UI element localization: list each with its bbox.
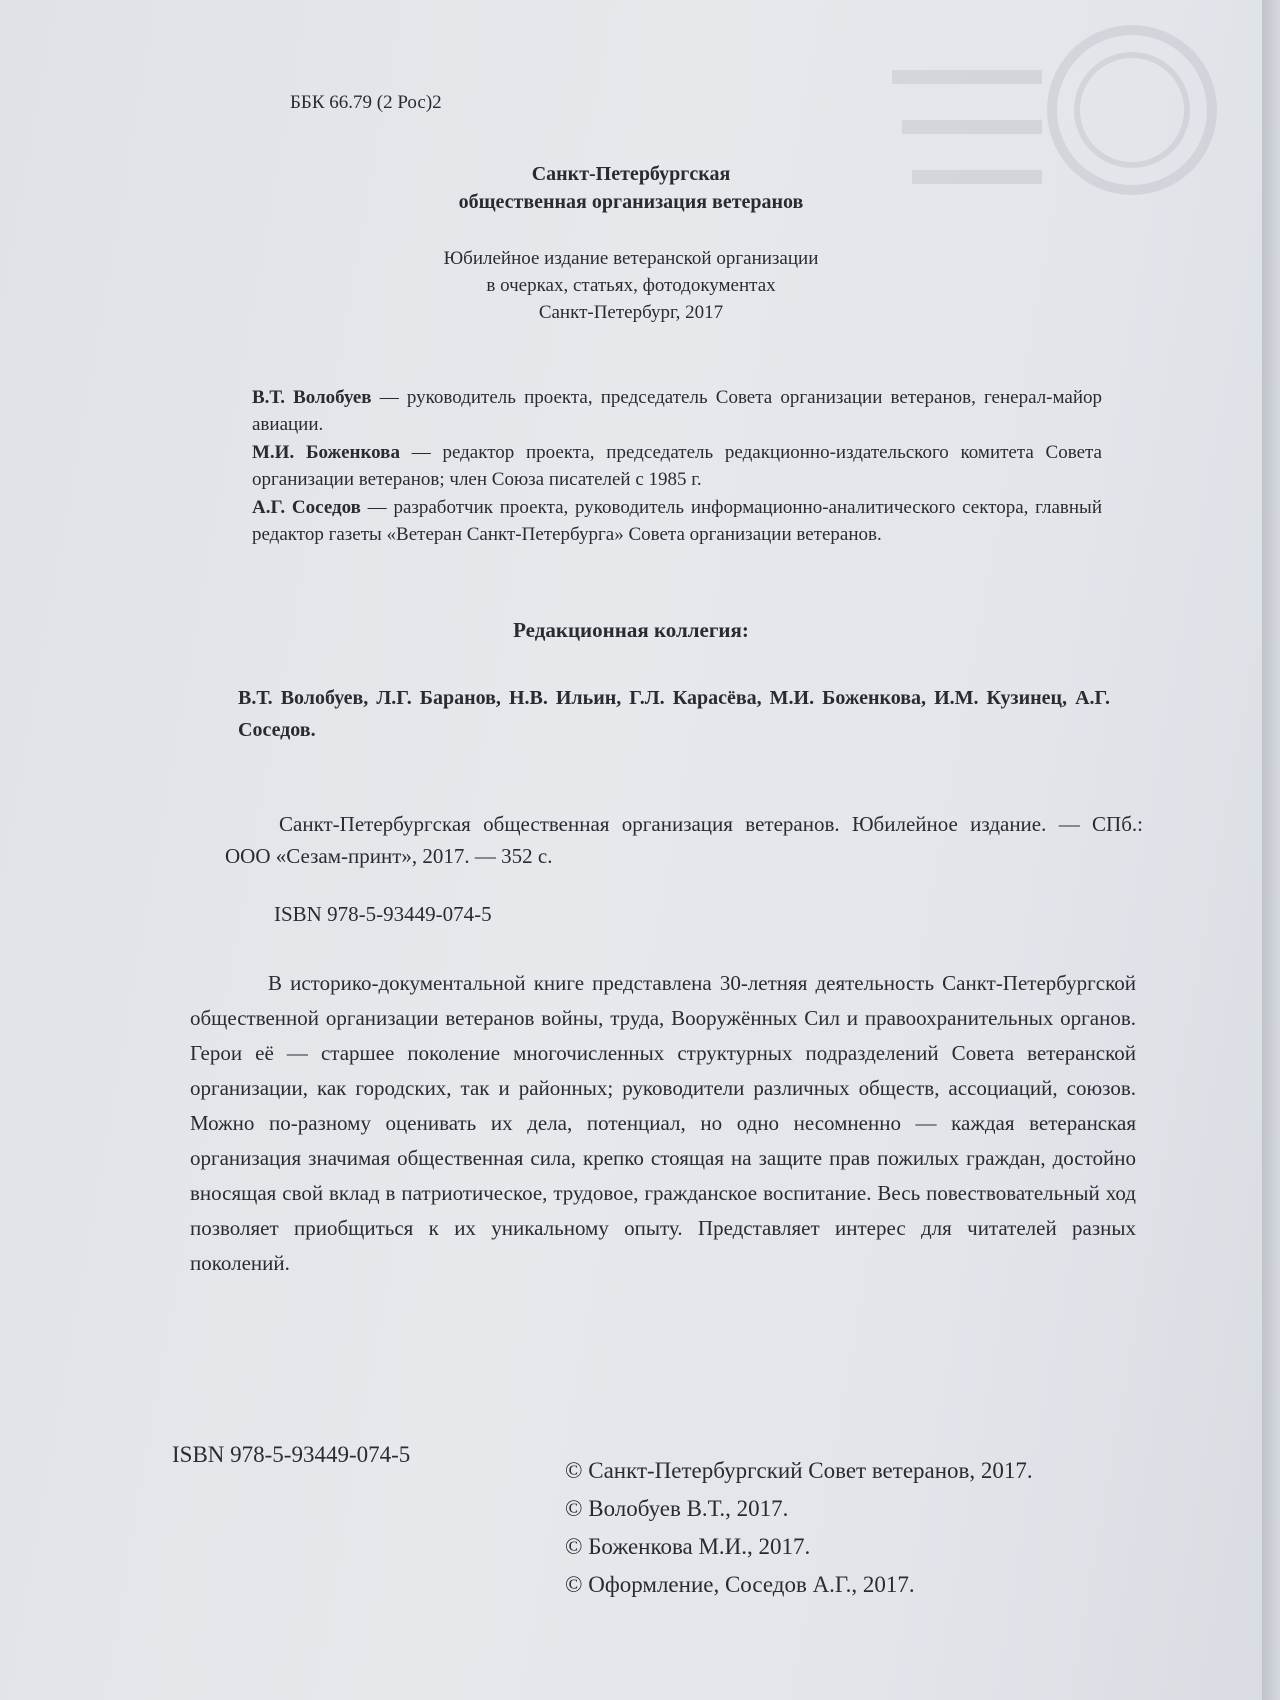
- isbn-line: ISBN 978-5-93449-074-5: [274, 902, 492, 926]
- copyright-line: © Волобуев В.Т., 2017.: [565, 1496, 789, 1521]
- title-line-1: Санкт-Петербургская: [531, 163, 731, 185]
- copyright-list: [565, 1452, 1033, 1604]
- author-name: В.Т. Волобуев: [252, 387, 372, 408]
- subtitle-line-3: Санкт-Петербург, 2017: [538, 302, 724, 323]
- subtitle-line-1: Юбилейное издание ветеранской организации: [443, 248, 819, 269]
- bbk-code: ББК 66.79 (2 Рос)2: [290, 92, 442, 113]
- editorial-board-members: В.Т. Волобуев, Л.Г. Баранов, Н.В. Ильин, Г.Л. Карасёва, М.И. Боженкова, И.М. Кузинец, А.Г. Соседов.: [238, 687, 1110, 741]
- project-authors: [252, 384, 1102, 549]
- copyright-line: © Оформление, Соседов А.Г., 2017.: [565, 1572, 915, 1597]
- author-entry: [252, 494, 1102, 548]
- subtitle-line-2: в очерках, статьях, фотодокументах: [486, 275, 776, 296]
- author-name: А.Г. Соседов: [252, 497, 361, 518]
- page-edge: [1262, 0, 1280, 1700]
- bibliographic-citation: Санкт-Петербургская общественная организация ветеранов. Юбилейное издание. — СПб.: ООО «Сезам-принт», 2017. — 352 с.: [225, 812, 1143, 868]
- copyright-line: © Санкт-Петербургский Совет ветеранов, 2017.: [565, 1458, 1033, 1483]
- editorial-board-heading: Редакционная коллегия:: [513, 618, 749, 642]
- page-title: [0, 160, 1262, 216]
- author-role: — редактор проекта, председатель редакционно-издательского комитета Совета организации ветеранов; член Союза писателей с 1985 г.: [252, 442, 1102, 490]
- author-role: — руководитель проекта, председатель Совета организации ветеранов, генерал-майор авиации.: [252, 387, 1102, 435]
- author-role: — разработчик проекта, руководитель информационно-аналитического сектора, главный редактор газеты «Ветеран Санкт-Петербурга» Совета организации ветеранов.: [252, 497, 1102, 545]
- author-entry: [252, 384, 1102, 438]
- edition-subtitle: [0, 245, 1262, 326]
- show-through-emblem: [872, 10, 1232, 270]
- isbn-footer: ISBN 978-5-93449-074-5: [172, 1442, 411, 1467]
- copyright-line: © Боженкова М.И., 2017.: [565, 1534, 811, 1559]
- author-name: М.И. Боженкова: [252, 442, 400, 463]
- title-line-2: общественная организация ветеранов: [458, 191, 804, 213]
- author-entry: [252, 439, 1102, 493]
- book-abstract: В историко-документальной книге представлена 30-летняя деятельность Санкт-Петербургской общественной организации ветеранов войны, труда, Вооружённых Сил и правоохранительных органов. Герои её — старшее поколение многочисленных структурных подразделений Совета ветеранской организации, как городских, так и районных; руководители различных обществ, ассоциаций, союзов. Можно по-разному оценивать их дела, потенциал, но одно несомненно — каждая ветеранская организация значимая общественная сила, крепко стоящая на защите прав пожилых граждан, достойно вносящая свой вклад в патриотическое, трудовое, гражданское воспитание. Весь повествовательный ход позволяет приобщиться к их уникальному опыту. Представляет интерес для читателей разных поколений.: [190, 971, 1136, 1275]
